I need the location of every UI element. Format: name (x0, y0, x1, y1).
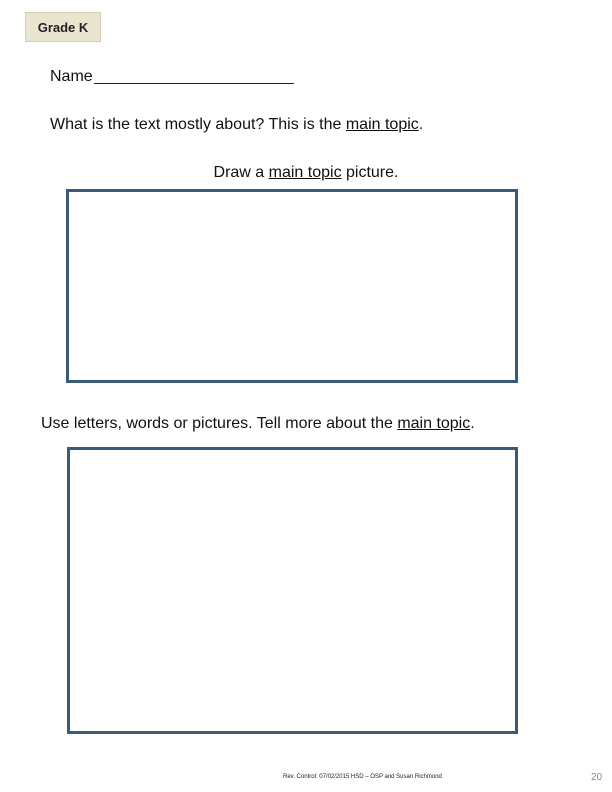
tell-more-prompt (41, 415, 475, 433)
question-period: . (418, 116, 424, 133)
question-underlined-term: main topic (345, 116, 419, 133)
tell-prompt-underlined-term: main topic (397, 415, 471, 432)
grade-label: Grade K (37, 19, 89, 35)
name-blank-line[interactable] (94, 82, 294, 84)
draw-prompt-underlined-term: main topic (268, 164, 342, 181)
name-field (50, 68, 294, 86)
draw-prompt-text-end: picture. (341, 164, 399, 181)
tell-prompt-period: . (470, 415, 475, 432)
page-number: 20 (591, 772, 603, 783)
name-label: Name (50, 68, 93, 85)
question-text: What is the text mostly about? This is the (50, 116, 346, 133)
draw-prompt (0, 164, 612, 182)
draw-prompt-text: Draw a (213, 164, 269, 181)
grade-badge (25, 12, 101, 42)
writing-box[interactable] (67, 447, 518, 734)
main-topic-question (50, 116, 423, 134)
tell-prompt-text: Use letters, words or pictures. Tell more about the (41, 415, 398, 432)
revision-note: Rev. Control: 07/02/2015 HSD – OSP and Susan Richmond (283, 774, 442, 780)
drawing-box[interactable] (66, 189, 518, 383)
